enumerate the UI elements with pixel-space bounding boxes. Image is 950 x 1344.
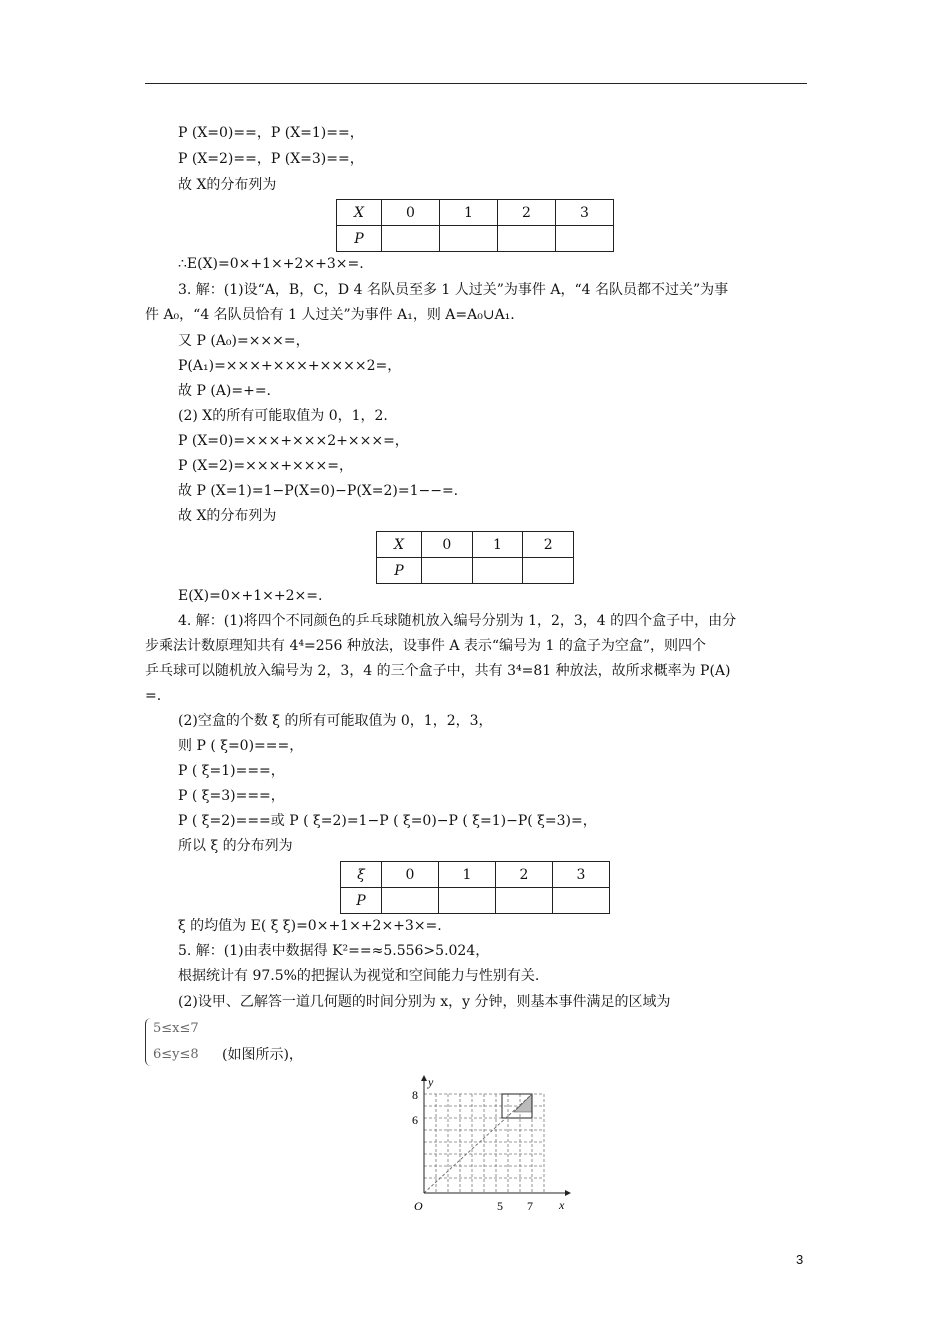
table-cell: X [377, 532, 422, 558]
region-figure [405, 1075, 575, 1215]
text-line: (2) X的所有可能取值为 0，1，2. [178, 408, 388, 424]
text-line: 件 A₀，“4 名队员恰有 1 人过关”为事件 A₁，则 A=A₀∪A₁. [145, 307, 515, 323]
text-line: 故 X的分布列为 [178, 508, 277, 524]
text-line: P (X=0)=×××+×××2+×××=， [178, 433, 409, 449]
table-cell: 3 [553, 862, 610, 888]
text-line: 4. 解：(1)将四个不同颜色的乒乓球随机放入编号分别为 1，2，3，4 的四个盒子中，由分 [178, 613, 737, 629]
table-cell [382, 888, 439, 914]
table-cell: ξ [341, 862, 382, 888]
x-tick-label: 7 [527, 1199, 533, 1213]
text-line: P (X=0)==，P (X=1)==， [178, 125, 364, 141]
text-line: P ( ξ=3)===， [178, 788, 285, 804]
table-cell: P [341, 888, 382, 914]
y-tick-label: 8 [412, 1088, 418, 1102]
distribution-table-2 [376, 531, 574, 584]
text-line: 根据统计有 97.5%的把握认为视觉和空间能力与性别有关. [178, 968, 540, 984]
table-cell [496, 888, 553, 914]
table-cell: 0 [382, 862, 439, 888]
text-line: P ( ξ=1)===， [178, 763, 285, 779]
table-cell [382, 226, 440, 252]
text-line: 故 X的分布列为 [178, 177, 277, 193]
table-cell: 0 [382, 200, 440, 226]
header-rule [145, 83, 807, 84]
text-line: 所以 ξ 的分布列为 [178, 838, 293, 854]
text-line: 故 P (A)=+=. [178, 383, 271, 399]
x-tick-label: 5 [497, 1199, 503, 1213]
text-line: 故 P (X=1)=1−P(X=0)−P(X=2)=1−−=. [178, 483, 459, 499]
text-line: 又 P (A₀)=×××=， [178, 333, 310, 349]
text-line: 则 P ( ξ=0)===， [178, 738, 304, 754]
table-cell: 1 [439, 862, 496, 888]
x-axis-arrow [565, 1190, 571, 1196]
text-line: (2)设甲、乙解答一道几何题的时间分别为 x，y 分钟，则基本事件满足的区域为 [178, 994, 671, 1010]
distribution-table-3 [340, 861, 610, 914]
table-cell [523, 558, 574, 584]
page-number: 3 [796, 1252, 804, 1267]
text-line: P (X=2)=×××+×××=， [178, 458, 353, 474]
text-line: =. [145, 688, 162, 704]
table-cell [498, 226, 556, 252]
inequality-row: 5≤x≤7 [153, 1021, 199, 1036]
table-cell [440, 226, 498, 252]
text-line: (2)空盒的个数 ξ 的所有可能取值为 0，1，2，3， [178, 713, 493, 729]
text-line: 乒乓球可以随机放入编号为 2，3，4 的三个盒子中，共有 3⁴=81 种放法，故所求概率为 P(A) [145, 663, 731, 679]
text-line: 步乘法计数原理知共有 4⁴=256 种放法，设事件 A 表示“编号为 1 的盒子为空盒”，则四个 [145, 638, 707, 654]
text-line: P (X=2)==，P (X=3)==， [178, 151, 364, 167]
text-line: ξ 的均值为 E( ξ ξ)=0×+1×+2×+3×=. [178, 918, 442, 934]
text-line: 3. 解：(1)设“A，B，C，D 4 名队员至多 1 人过关”为事件 A，“4 名队员都不过关”为事 [178, 282, 729, 298]
y-axis-label: y [428, 1075, 434, 1089]
x-axis-label: x [559, 1198, 565, 1212]
table-cell: 2 [523, 532, 574, 558]
text-line: P(A₁)=×××+×××+××××2=， [178, 358, 402, 374]
table-cell [472, 558, 523, 584]
text-line: P ( ξ=2)===或 P ( ξ=2)=1−P ( ξ=0)−P ( ξ=1)−P( ξ=3)=， [178, 813, 597, 829]
y-axis-arrow [421, 1075, 427, 1081]
text-line: (如图所示)， [222, 1047, 303, 1063]
table-cell [422, 558, 473, 584]
y-tick-label: 6 [412, 1113, 418, 1127]
table-cell [556, 226, 614, 252]
table-cell: 2 [496, 862, 553, 888]
table-cell: 2 [498, 200, 556, 226]
table-cell: 0 [422, 532, 473, 558]
distribution-table-1 [336, 199, 614, 252]
table-cell: P [337, 226, 382, 252]
table-cell [553, 888, 610, 914]
table-cell: P [377, 558, 422, 584]
text-line: E(X)=0×+1×+2×=. [178, 588, 323, 604]
origin-label: O [414, 1199, 423, 1213]
table-cell [439, 888, 496, 914]
table-cell: 1 [472, 532, 523, 558]
table-cell: 3 [556, 200, 614, 226]
table-cell: 1 [440, 200, 498, 226]
text-line: ∴E(X)=0×+1×+2×+3×=. [178, 256, 364, 272]
table-cell: X [337, 200, 382, 226]
inequality-row: 6≤y≤8 [153, 1047, 199, 1062]
text-line: 5. 解：(1)由表中数据得 K²==≈5.556>5.024， [178, 943, 490, 959]
